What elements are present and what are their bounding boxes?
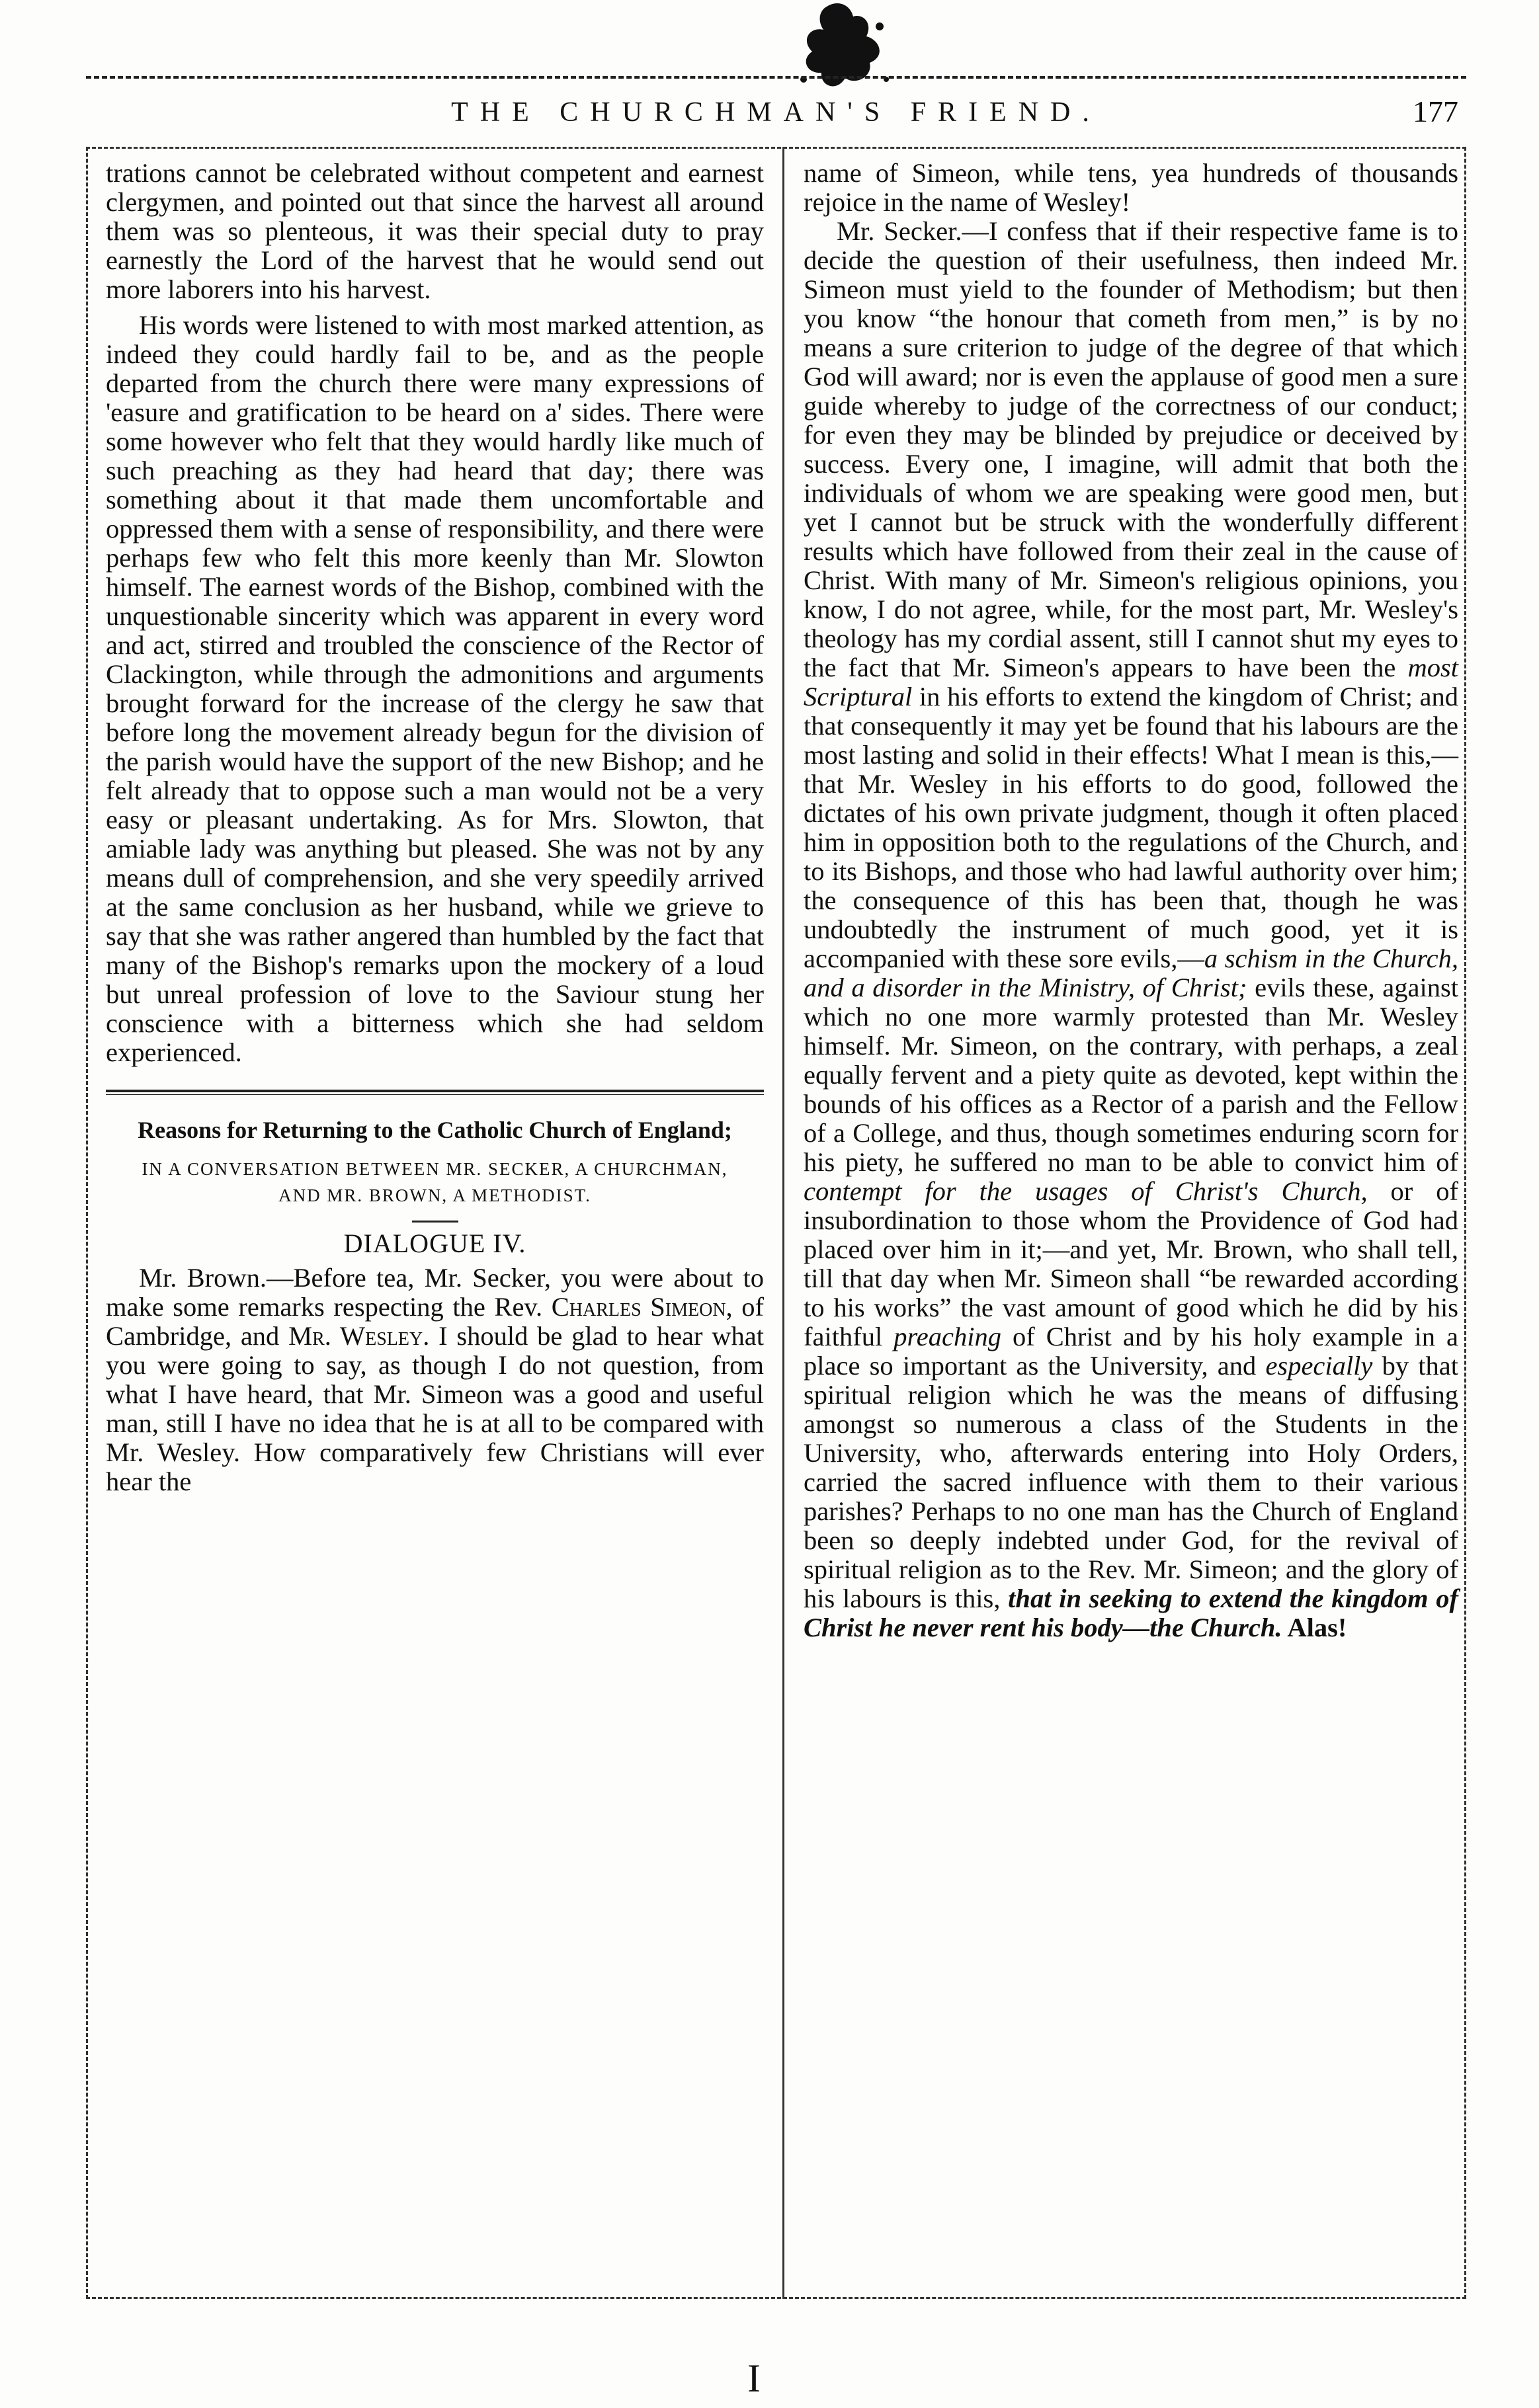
opening-text: , of Cambridge, and: [106, 1292, 764, 1351]
paragraph: His words were listened to with most marked attention, as indeed they could hardly fail to be, and as the people departed from the church there were many expressions of 'easure and gratification to be heard on a' sides. There were some however who felt that they would hardly like much of such preaching as they had heard that day; there was something about it that made them uncomfortable and oppressed them with a sense of responsibility, and there were perhaps few who felt this more keenly than Mr. Slowton himself. The earnest words of the Bishop, combined with the unquestionable sincerity which was apparent in every word and act, stirred and troubled the conscience of the Rector of Clackington, while through the admonitions and arguments brought forward for the increase of the clergy he saw that before long the movement already begun for the division of the parish would have the support of the new Bishop; and he felt already that to oppose such a man would not be a very easy or pleasant undertaking. As for Mrs. Slowton, that amiable lady was anything but pleased. She was not by any means dull of comprehension, and she very speedily arrived at the same conclusion as her husband, while we grieve to say that she was rather angered than humbled by the fact that many of the Bishop's remarks upon the mockery of a loud but unreal profession of love to the Saviour stung her conscience with a bitterness which she had seldom experienced.: [106, 310, 764, 1067]
header-bottom-rule: [86, 147, 1466, 149]
person-name: Mr. Wesley: [288, 1321, 423, 1351]
italic-run: a schism in the Church, and a disorder in the Ministry, of Christ;: [804, 943, 1458, 1002]
opening-text: Mr. Brown.—Before tea, Mr. Secker, you were about to make some remarks respecting the Rev.: [106, 1263, 764, 1322]
left-border: [86, 147, 88, 2299]
column-divider: [782, 147, 784, 2299]
italic-run: that in seeking to extend the kingdom of Christ he never rent his body—the Church.: [804, 1584, 1458, 1642]
opening-text: . I should be glad to hear what you were going to say, as though I do not question, from what I have heard, that Mr. Simeon was a good and useful man, still I have no idea that he is at all to be compared with Mr. Wesley. How comparatively few Christians will ever hear the: [106, 1321, 764, 1496]
text-run: of Christ and by his holy example in a place so important as the University, and: [804, 1322, 1458, 1381]
header-top-rule: [86, 76, 1466, 79]
right-column: [804, 159, 1458, 1642]
section-divider: [106, 1090, 764, 1095]
article-title: Reasons for Returning to the Catholic Church of England;: [138, 1117, 732, 1143]
article-subtitle: IN A CONVERSATION BETWEEN MR. SECKER, A CHURCHMAN, AND MR. BROWN, A METHODIST.: [142, 1159, 728, 1205]
person-name: Charles Simeon: [551, 1292, 726, 1322]
right-border: [1464, 147, 1466, 2299]
paragraph: trations cannot be celebrated without competent and earnest clergymen, and pointed out that since the harvest all around them was so plenteous, it was their special duty to pray earnestly the Lord of the harvest that he would send out more laborers into his harvest.: [106, 158, 764, 304]
text-run: in his efforts to extend the kingdom of Christ; and that consequently it may yet be found that his labours are the most lasting and solid in their effects! What I mean is this,—that Mr. Wesley in his efforts to do good, followed the dictates of his own private judgment, though it often placed him in opposition both to the regulations of the Church, and to its Bishops, and those who had lawful authority over him; the consequence of this has been that, though he was undoubtedly the instrument of much good, yet it is accompanied with these sore evils,—: [804, 682, 1458, 973]
paragraph: name of Simeon, while tens, yea hundreds of thousands rejoice in the name of Wesley!: [804, 158, 1458, 217]
bottom-border: [86, 2297, 1466, 2299]
italic-run: most Scriptural: [804, 653, 1458, 711]
left-column: [106, 159, 764, 1496]
text-run: Mr. Secker.—I confess that if their respective fame is to decide the question of their usefulness, then indeed Mr. Simeon must yield to the founder of Methodism; but then you know “the honour that cometh from men,” is by no means a sure criterion to judge of the degree of that which God will award; nor is even the applause of good men a sure guide whereby to judge of the correctness of our conduct; for even they may be blinded by prejudice or deceived by success. Every one, I imagine, will admit that both the individuals of whom we are speaking were good men, but yet I cannot but be struck with the wonderfully different results which have followed from their zeal in the cause of Christ. With many of Mr. Simeon's religious opinions, you know, I do not agree, while, for the most part, Mr. Wesley's theology has my cordial assent, still I cannot shut my eyes to the fact that Mr. Simeon's appears to have been the: [804, 216, 1458, 682]
text-run: by that spiritual religion which he was the means of diffusing amongst so numerous a class of the Students in the University, who, afterwards entering into Holy Orders, carried the sacred influence with them to their various parishes? Perhaps to no one man has the Church of England been so deeply indebted under God, for the revival of spiritual religion as to the Rev. Mr. Simeon; and the glory of his labours is this,: [804, 1351, 1458, 1613]
text-run: evils these, against which no one more warmly protested than Mr. Wesley himself. Mr. Simeon, on the contrary, with perhaps, a zeal equally fervent and a piety quite as devoted, kept within the bounds of his offices as a Rector of a parish and the Fellow of a College, and thus, though sometimes enduring scorn for his piety, he suffered no man to be able to convict him of: [804, 973, 1458, 1177]
ink-blot: [787, 0, 899, 99]
footer-mark: I: [747, 2356, 761, 2400]
page-header: [86, 94, 1466, 147]
italic-run: contempt for the usages of Christ's Church,: [804, 1176, 1368, 1206]
page-number: 177: [1413, 95, 1458, 128]
text-run: Alas!: [1282, 1613, 1347, 1642]
paragraph: [804, 217, 1458, 1642]
italic-run: especially: [1265, 1351, 1373, 1381]
dialogue-heading: DIALOGUE IV.: [343, 1228, 526, 1258]
italic-run: preaching: [894, 1322, 1001, 1351]
short-rule: [412, 1221, 458, 1223]
text-run: or of insubordination to those whom the Providence of God had placed over him in it;—and yet, Mr. Brown, who shall tell, till that day when Mr. Simeon shall “be rewarded according to his works” the vast amount of good which he did by his faithful: [804, 1176, 1459, 1351]
dialogue-opening: [106, 1264, 764, 1496]
running-title: THE CHURCHMAN'S FRIEND.: [451, 97, 1101, 128]
